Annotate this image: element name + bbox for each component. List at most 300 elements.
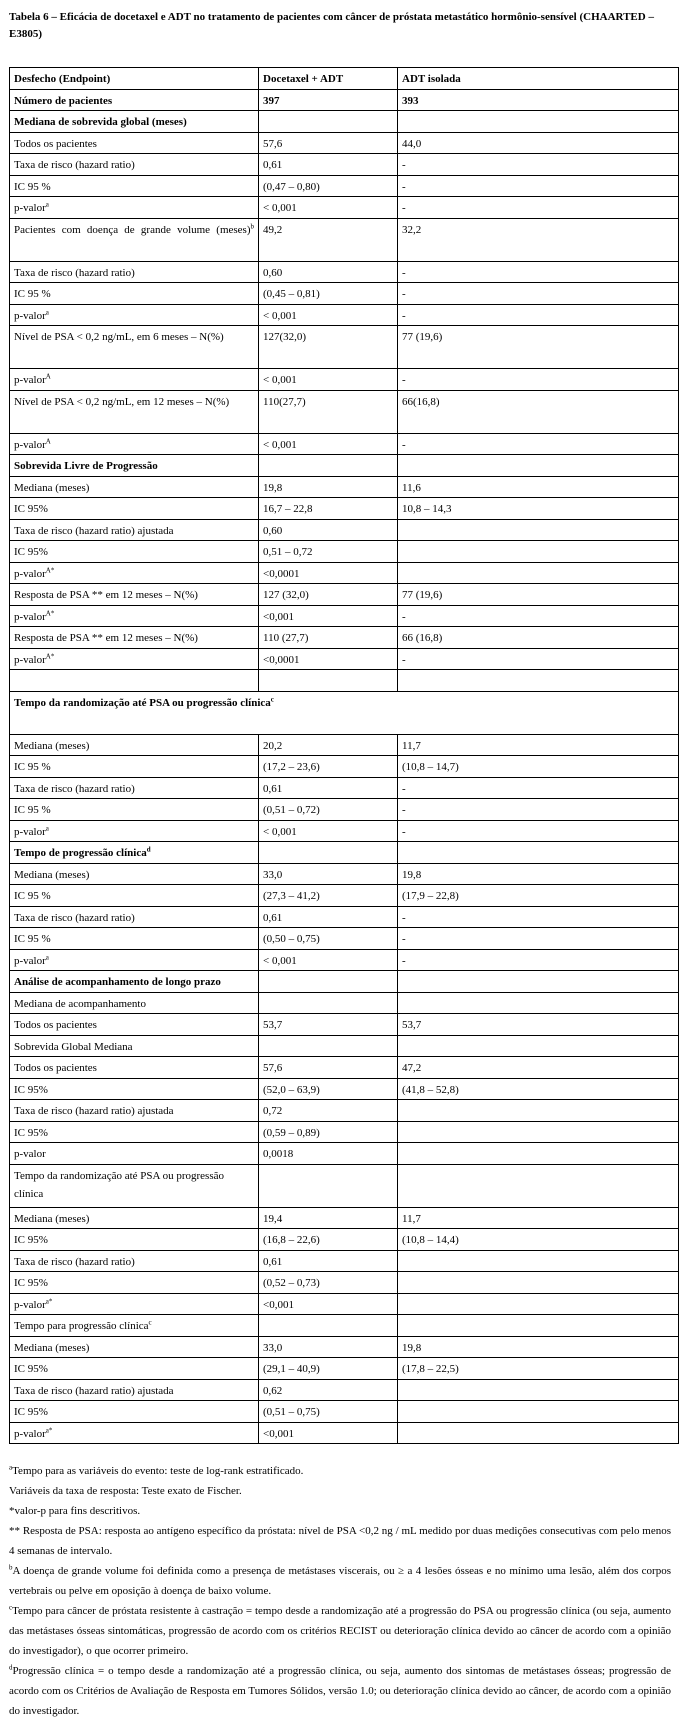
row-label [10,777,259,799]
table-row [10,1100,679,1122]
section-row [10,111,679,133]
cell-text: 0,60 [263,266,283,279]
adt-alone-value [398,648,679,670]
cell-text: Mediana (meses) [14,1341,90,1354]
adt-alone-value [398,498,679,520]
cell-text: 127 (32,0) [263,589,309,601]
adt-alone-value [398,89,679,111]
cell-text: Taxa de risco (hazard ratio) ajustada [14,524,174,537]
cell-text: (0,47 – 0,80) [263,180,320,193]
footnote-mark: c [9,1603,13,1612]
docetaxel-adt-value [259,476,398,498]
row-label [10,1315,259,1337]
cell-text: (41,8 – 52,8) [402,1083,459,1096]
cell-text: 0,61 [263,159,283,171]
cell-text: (0,51 – 0,72) [263,804,320,816]
table-row [10,1250,679,1272]
table-row [10,1379,679,1401]
table-row [10,1014,679,1036]
cell-text: p-valor [14,374,46,386]
section-row [10,455,679,477]
cell-text: 66(16,8) [402,395,440,408]
row-label [10,326,259,369]
row-label [10,283,259,305]
section-label [10,111,259,133]
adt-alone-value [398,175,679,197]
section-row [10,691,679,734]
cell-text: IC 95% [14,546,48,558]
row-label [10,89,259,111]
docetaxel-adt-value [259,261,398,283]
docetaxel-adt-value [259,1250,398,1272]
table-caption: Tabela 6 – Eficácia de docetaxel e ADT no tratamento de pacientes com câncer de próstata metastático hormônio-sensível (CHAARTED – E3805) [9,11,654,40]
cell-text: (17,2 – 23,6) [263,761,320,773]
table-row [10,1315,679,1337]
row-label [10,1293,259,1315]
footnote-mark: a* [45,1425,53,1434]
cell-text: (0,45 – 0,81) [263,288,320,300]
footnote-text: *valor-p para fins descritivos. [9,1505,141,1517]
cell-text: < 0,001 [263,954,297,967]
cell-text: 11,7 [402,739,421,752]
table-row [10,476,679,498]
cell-text: - [402,288,406,300]
table-row [10,799,679,821]
cell-text: <0,001 [263,610,294,623]
cell-text: p-valor [14,954,46,967]
row-label [10,1207,259,1229]
footnote-text: Progressão clínica = o tempo desde a randomização até a progressão clínica, ou seja, aumento dos sintomas de metástases ósseas; progressão de acordo com os Critérios de Avaliação de Resposta em Tumores Sólidos, versão 1.0; ou deterioração clínica devido ao câncer, de acordo com a opinião do investigador. [9,1665,671,1717]
docetaxel-adt-value [259,1293,398,1315]
adt-alone-value [398,433,679,455]
section-label-text: Mediana de sobrevida global (meses) [14,116,187,128]
docetaxel-adt-value [259,1078,398,1100]
cell-text: IC 95 % [14,804,51,816]
docetaxel-adt-value [259,1143,398,1165]
table-row [10,390,679,433]
cell-text: 0,61 [263,782,283,795]
table-row [10,928,679,950]
empty-cell [259,455,398,477]
cell-text: - [402,782,406,795]
cell-text: <0,0001 [263,567,300,580]
docetaxel-adt-value [259,605,398,627]
docetaxel-adt-value [259,992,398,1014]
efficacy-table [9,67,679,1444]
adt-alone-value [398,1014,679,1036]
cell-text: IC 95 % [14,288,51,300]
cell-text: 11,7 [402,1212,421,1225]
row-label [10,928,259,950]
cell-text: Taxa de risco (hazard ratio) ajustada [14,1105,174,1117]
adt-alone-value [398,1401,679,1423]
adt-alone-value [398,1358,679,1380]
docetaxel-adt-value [259,648,398,670]
table-row [10,1143,679,1165]
adt-alone-value [398,1250,679,1272]
docetaxel-adt-value [259,283,398,305]
empty-cell [259,971,398,993]
table-row [10,1207,679,1229]
table-row [10,885,679,907]
docetaxel-adt-value [259,777,398,799]
adt-alone-value [398,734,679,756]
section-label [10,455,259,477]
cell-text: 20,2 [263,739,283,752]
cell-text: IC 95% [14,1406,48,1418]
row-label [10,1250,259,1272]
table-row [10,648,679,670]
row-label [10,885,259,907]
header-endpoint: Desfecho (Endpoint) [10,68,259,90]
row-label [10,218,259,261]
docetaxel-adt-value [259,89,398,111]
section-label-text: Sobrevida Livre de Progressão [14,460,158,472]
adt-alone-value [398,756,679,778]
row-label [10,433,259,455]
cell-text: IC 95 % [14,890,51,902]
cell-text: Todos os pacientes [14,1019,97,1031]
docetaxel-adt-value [259,433,398,455]
table-row [10,1401,679,1423]
cell-text: - [402,954,406,967]
docetaxel-adt-value [259,154,398,176]
adt-alone-value [398,1100,679,1122]
row-label [10,476,259,498]
table-row [10,197,679,219]
adt-alone-value [398,1293,679,1315]
adt-alone-value [398,605,679,627]
docetaxel-adt-value [259,541,398,563]
docetaxel-adt-value [259,863,398,885]
row-label [10,820,259,842]
adt-alone-value [398,1272,679,1294]
row-label [10,863,259,885]
adt-alone-value [398,476,679,498]
cell-text: 393 [402,94,419,107]
cell-text: - [402,202,406,214]
cell-text: (29,1 – 40,9) [263,1363,320,1375]
row-label [10,519,259,541]
cell-text: Todos os pacientes [14,137,97,150]
row-label [10,1229,259,1251]
header-docetaxel-adt: Docetaxel + ADT [259,68,398,90]
cell-text: - [402,159,406,171]
row-label [10,1272,259,1294]
row-label [10,1014,259,1036]
row-label [10,1164,259,1207]
table-row [10,584,679,606]
table-row [10,1035,679,1057]
row-label [10,949,259,971]
adt-alone-value [398,928,679,950]
cell-text: 110 (27,7) [263,632,309,644]
cell-text: (10,8 – 14,4) [402,1234,459,1246]
table-row [10,949,679,971]
cell-text: 33,0 [263,1341,283,1354]
docetaxel-adt-value [259,1422,398,1444]
cell-text: p-valor [14,1298,46,1311]
docetaxel-adt-value [259,326,398,369]
document [9,0,671,1721]
docetaxel-adt-value [259,132,398,154]
footnote-mark: a [45,307,49,316]
table-row [10,154,679,176]
cell-text: IC 95% [14,1083,48,1096]
adt-alone-value [398,863,679,885]
table-row [10,756,679,778]
cell-text: Taxa de risco (hazard ratio) [14,911,135,924]
cell-text: p-valor [14,202,46,214]
footnote-mark: A* [45,651,55,660]
table-row [10,777,679,799]
cell-text: Mediana de acompanhamento [14,997,146,1010]
footnote [9,1501,671,1521]
docetaxel-adt-value [259,562,398,584]
footnote-mark: A* [45,608,55,617]
section-label-text: Tempo da randomização até PSA ou progressão clínica [14,696,271,709]
footnote-mark: A [45,372,51,381]
row-label [10,1358,259,1380]
cell-text: (0,51 – 0,75) [263,1406,320,1418]
adt-alone-value [398,1315,679,1337]
cell-text: Todos os pacientes [14,1062,97,1074]
cell-text: Mediana (meses) [14,739,90,752]
row-label [10,1401,259,1423]
footnote-mark: d [9,1663,13,1672]
docetaxel-adt-value [259,218,398,261]
table-row [10,627,679,649]
table-row [10,541,679,563]
cell-text: IC 95% [14,1277,48,1289]
table-row [10,326,679,369]
table-row [10,734,679,756]
docetaxel-adt-value [259,1100,398,1122]
table-row [10,1121,679,1143]
cell-text: 0,72 [263,1105,283,1117]
row-label [10,132,259,154]
footnote-text: Tempo para as variáveis do evento: teste de log-rank estratificado. [12,1465,304,1477]
cell-text: IC 95 % [14,180,51,193]
cell-text: Mediana (meses) [14,481,90,494]
table-row [10,863,679,885]
docetaxel-adt-value [259,1379,398,1401]
adt-alone-value [398,777,679,799]
cell-text: 127(32,0) [263,331,307,343]
footnote-mark: a [45,200,49,209]
docetaxel-adt-value [259,1272,398,1294]
footnote [9,1561,671,1601]
adt-alone-value [398,1143,679,1165]
table-row [10,304,679,326]
cell-text: 19,8 [263,481,283,494]
docetaxel-adt-value [259,756,398,778]
table-row [10,519,679,541]
cell-text: - [402,653,406,666]
table-row [10,605,679,627]
adt-alone-value [398,799,679,821]
cell-text: p-valor [14,1148,46,1160]
docetaxel-adt-value [259,734,398,756]
table-row [10,820,679,842]
cell-text: (17,8 – 22,5) [402,1363,459,1375]
cell-text: p-valor [14,825,46,838]
cell-text: - [402,309,406,322]
row-label [10,1100,259,1122]
empty-cell [259,111,398,133]
cell-text: 53,7 [263,1019,283,1031]
cell-text: 19,8 [402,1341,422,1354]
footnote-text: A doença de grande volume foi definida como a presença de metástases viscerais, ou ≥ a 4 lesões ósseas e no mínimo uma lesão, além dos corpos vertebrais ou pelve em oposição à doença de baixo volume. [9,1565,671,1597]
cell-text: Mediana (meses) [14,1212,90,1225]
cell-text: 53,7 [402,1019,422,1031]
adt-alone-value [398,261,679,283]
adt-alone-value [398,906,679,928]
row-label [10,1379,259,1401]
table-row [10,1358,679,1380]
cell-text: - [402,374,406,386]
table-row [10,132,679,154]
table-row [10,670,679,692]
footnote-mark: a [45,823,49,832]
adt-alone-value [398,1422,679,1444]
cell-text: <0,0001 [263,653,300,666]
adt-alone-value [398,1336,679,1358]
docetaxel-adt-value [259,1401,398,1423]
footnote-mark: b [250,221,254,230]
docetaxel-adt-value [259,1229,398,1251]
cell-text: p-valor [14,1427,46,1440]
adt-alone-value [398,1164,679,1207]
adt-alone-value [398,1035,679,1057]
cell-text: - [402,825,406,838]
cell-text: Número de pacientes [14,94,113,107]
adt-alone-value [398,283,679,305]
cell-text: p-valor [14,438,46,451]
docetaxel-adt-value [259,390,398,433]
docetaxel-adt-value [259,1315,398,1337]
cell-text: 33,0 [263,868,283,881]
row-label [10,992,259,1014]
table-row [10,498,679,520]
cell-text: < 0,001 [263,825,297,838]
cell-text: - [402,180,406,193]
row-label [10,369,259,391]
table-row [10,1078,679,1100]
adt-alone-value [398,197,679,219]
cell-text: 397 [263,94,280,107]
row-label [10,390,259,433]
cell-text: 49,2 [263,223,283,236]
row-label [10,1121,259,1143]
header-adt-alone: ADT isolada [398,68,679,90]
section-label-text: Tempo de progressão clínica [14,847,147,859]
row-label [10,1035,259,1057]
docetaxel-adt-value [259,799,398,821]
cell-text: (52,0 – 63,9) [263,1083,320,1096]
cell-text: Sobrevida Global Mediana [14,1040,133,1053]
cell-text: < 0,001 [263,309,297,322]
cell-text: 19,8 [402,868,422,881]
docetaxel-adt-value [259,175,398,197]
cell-text: Resposta de PSA ** em 12 meses – N(%) [14,632,198,644]
cell-text: Tempo da randomização até PSA ou progressão clínica [14,1169,225,1200]
empty-cell [398,971,679,993]
row-label [10,1078,259,1100]
table-row [10,1293,679,1315]
footnote-mark: c [148,1318,152,1327]
table-row [10,283,679,305]
row-label [10,799,259,821]
row-label [10,1057,259,1079]
docetaxel-adt-value [259,885,398,907]
adt-alone-value [398,627,679,649]
adt-alone-value [398,820,679,842]
footnote-text: Tempo para câncer de próstata resistente à castração = tempo desde a randomização até a progressão do PSA ou progressão clínica (ou seja, aumento das metástases ósseas sintomáticas, progressão de acordo com os critérios RECIST ou deterioração clínica devido ao câncer de acordo com a opinião do investigador), o que ocorrer primeiro. [9,1605,671,1657]
cell-text: 32,2 [402,223,422,236]
row-label [10,1422,259,1444]
row-label [10,304,259,326]
cell-text: Taxa de risco (hazard ratio) ajustada [14,1384,174,1397]
table-row [10,1272,679,1294]
docetaxel-adt-value [259,1057,398,1079]
section-label [10,842,259,864]
cell-text: p-valor [14,309,46,322]
docetaxel-adt-value [259,627,398,649]
row-label [10,648,259,670]
cell-text: 0,0018 [263,1148,294,1160]
cell-text: < 0,001 [263,438,297,451]
footnote-mark: A* [45,565,55,574]
section-label [10,971,259,993]
docetaxel-adt-value [259,197,398,219]
docetaxel-adt-value [259,584,398,606]
footnote [9,1461,671,1481]
cell-text: - [402,438,406,451]
footnote [9,1521,671,1561]
cell-text: (16,8 – 22,6) [263,1234,320,1246]
row-label [10,670,259,692]
cell-text: IC 95% [14,1126,48,1139]
docetaxel-adt-value [259,369,398,391]
cell-text: 0,60 [263,524,283,537]
table-row [10,89,679,111]
cell-text: < 0,001 [263,202,297,214]
cell-text: IC 95% [14,1363,48,1375]
table-row [10,218,679,261]
adt-alone-value [398,154,679,176]
table-row [10,261,679,283]
cell-text: 44,0 [402,137,422,150]
cell-text: - [402,804,406,816]
cell-text: 0,61 [263,911,283,924]
table-row [10,1336,679,1358]
docetaxel-adt-value [259,1207,398,1229]
empty-cell [398,842,679,864]
cell-text: Nível de PSA < 0,2 ng/mL, em 6 meses – N(%) [14,331,224,343]
cell-text: < 0,001 [263,374,297,386]
cell-text: (17,9 – 22,8) [402,890,459,902]
cell-text: <0,001 [263,1298,294,1311]
empty-cell [398,455,679,477]
cell-text: - [402,610,406,623]
adt-alone-value [398,1229,679,1251]
row-label [10,756,259,778]
adt-alone-value [398,519,679,541]
cell-text: Taxa de risco (hazard ratio) [14,782,135,795]
table-row [10,992,679,1014]
row-label [10,175,259,197]
